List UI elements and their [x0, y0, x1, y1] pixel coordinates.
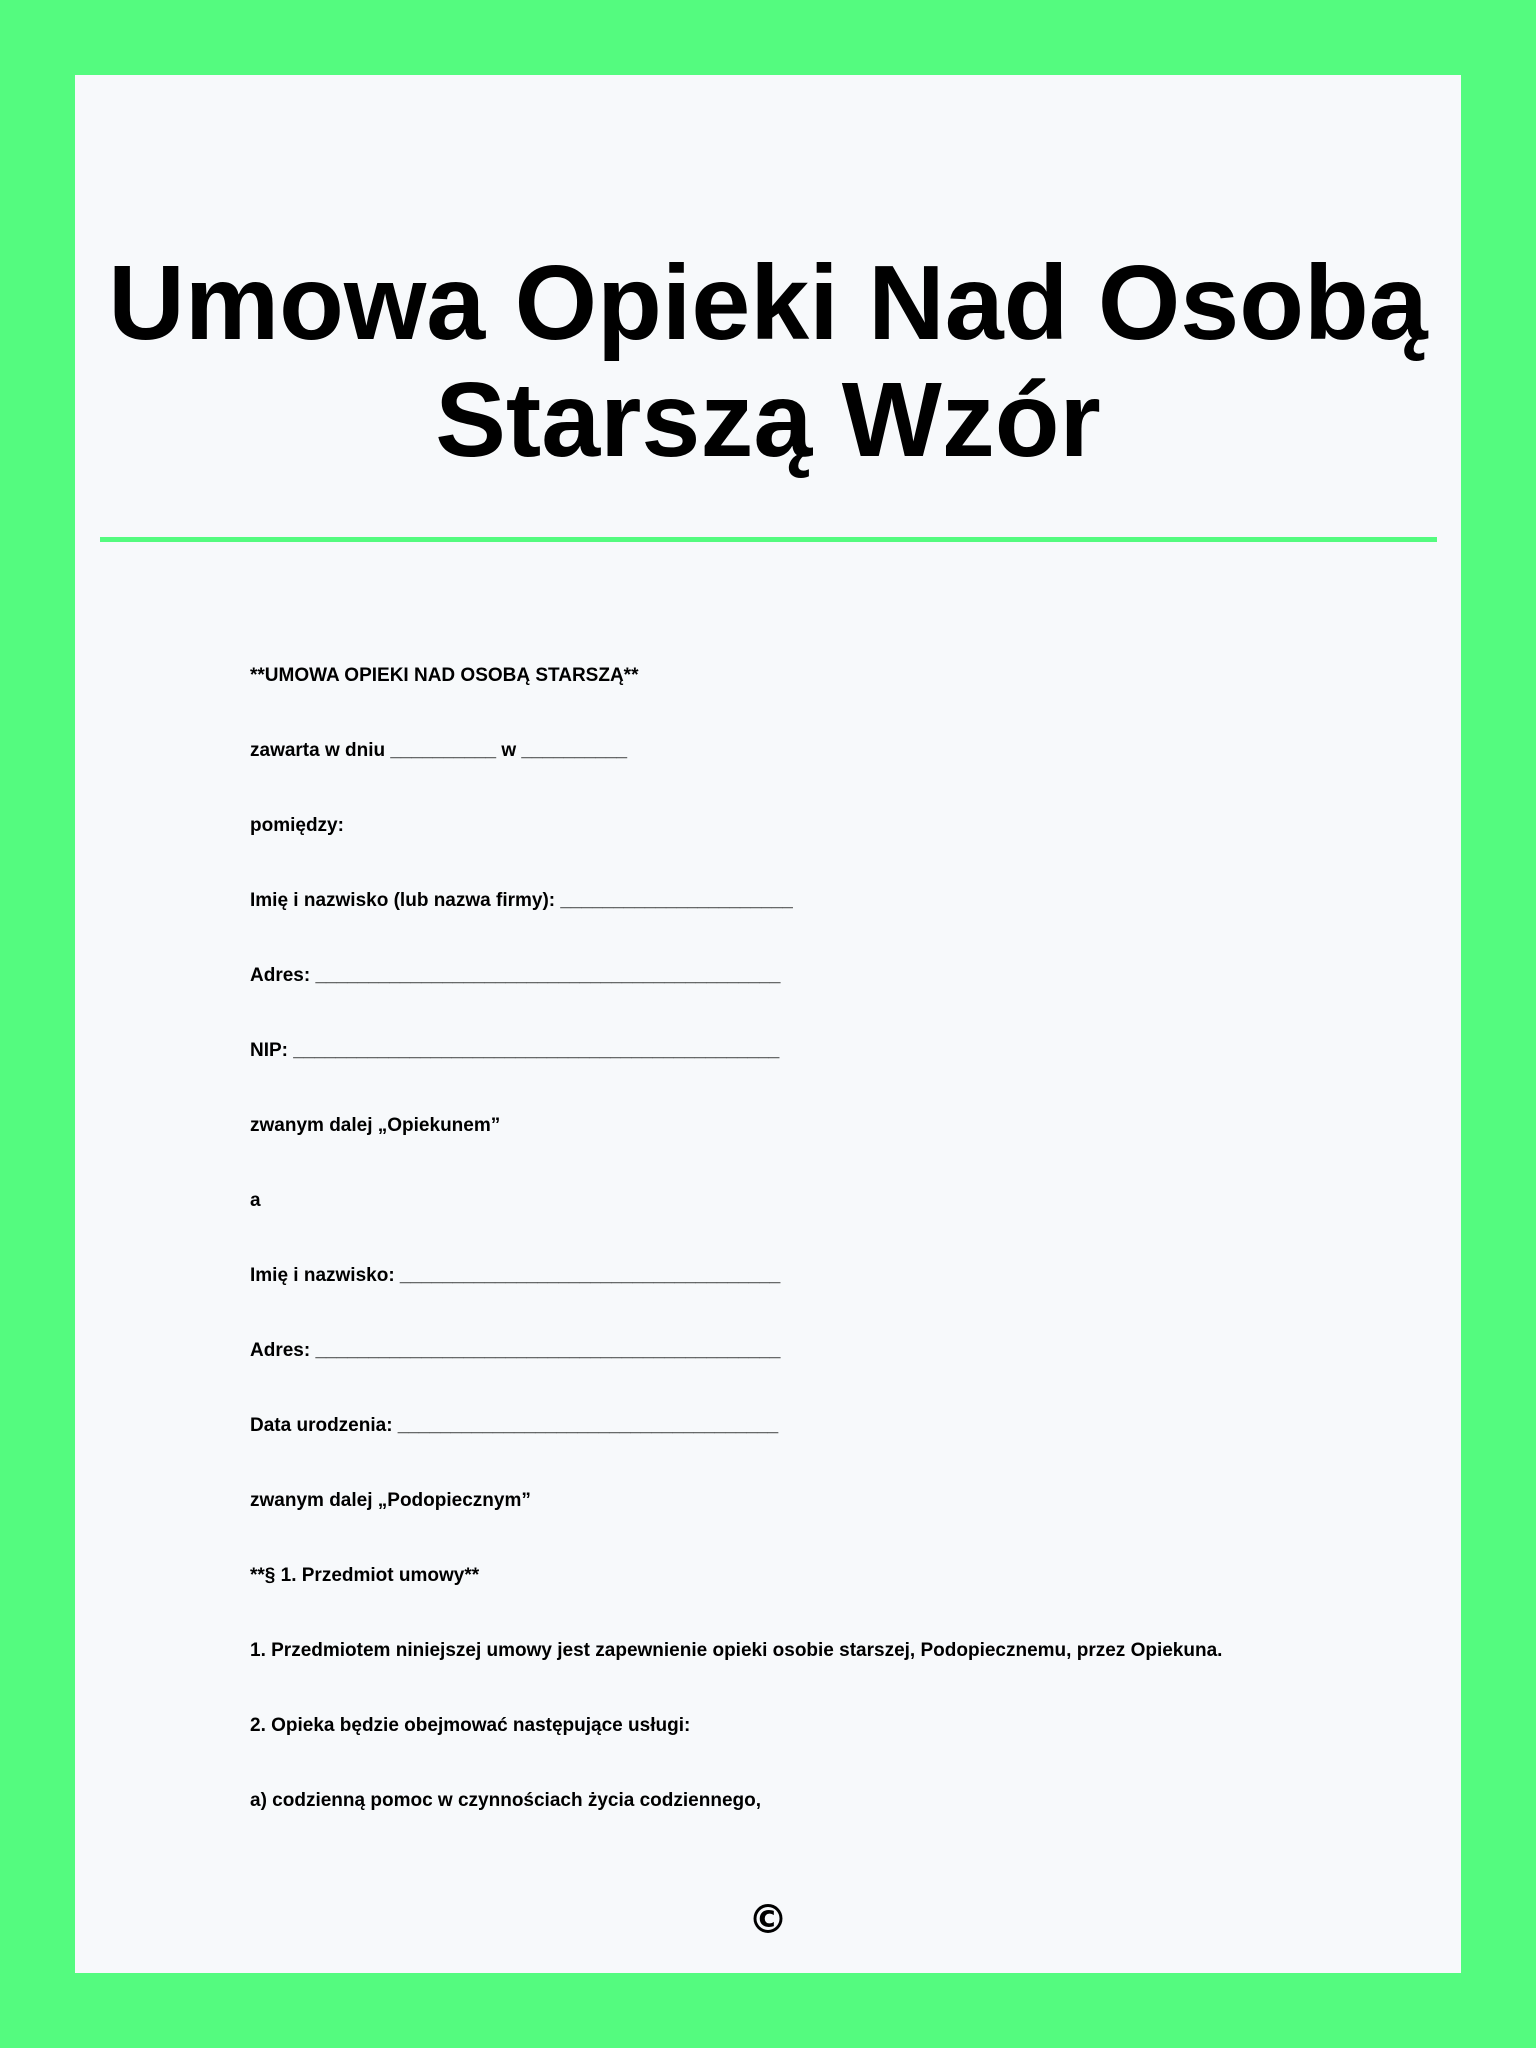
- section-1-point-1: 1. Przedmiotem niniejszej umowy jest zapewnienie opieki osobie starszej, Podopiecznemu, przez Opiekuna.: [250, 1640, 1223, 1661]
- section-1-point-2: 2. Opieka będzie obejmować następujące usługi:: [250, 1715, 691, 1736]
- caregiver-address-line: Adres: ____________________________________________: [250, 965, 781, 986]
- caregiver-name-line: Imię i nazwisko (lub nazwa firmy): ______________________: [250, 890, 793, 911]
- document-title: Umowa Opieki Nad Osobą Starszą Wzór: [108, 244, 1428, 479]
- document-page: [75, 75, 1461, 1973]
- section-1-point-2a: a) codzienną pomoc w czynnościach życia codziennego,: [250, 1790, 762, 1811]
- between-line: pomiędzy:: [250, 815, 344, 836]
- contract-heading: **UMOWA OPIEKI NAD OSOBĄ STARSZĄ**: [250, 665, 639, 686]
- contract-date-line: zawarta w dniu __________ w __________: [250, 740, 628, 761]
- ward-birthdate-line: Data urodzenia: ____________________________________: [250, 1415, 779, 1436]
- caregiver-nip-line: NIP: ______________________________________________: [250, 1040, 780, 1061]
- document-body: [250, 663, 1250, 1863]
- caregiver-designation: zwanym dalej „Opiekunem”: [250, 1115, 501, 1136]
- ward-designation: zwanym dalej „Podopiecznym”: [250, 1490, 531, 1511]
- and-line: a: [250, 1190, 261, 1211]
- section-1-heading: **§ 1. Przedmiot umowy**: [250, 1565, 480, 1586]
- ward-name-line: Imię i nazwisko: ____________________________________: [250, 1265, 781, 1286]
- title-divider: [100, 537, 1437, 542]
- ward-address-line: Adres: ____________________________________________: [250, 1340, 781, 1361]
- copyright-icon: ©: [748, 1897, 788, 1943]
